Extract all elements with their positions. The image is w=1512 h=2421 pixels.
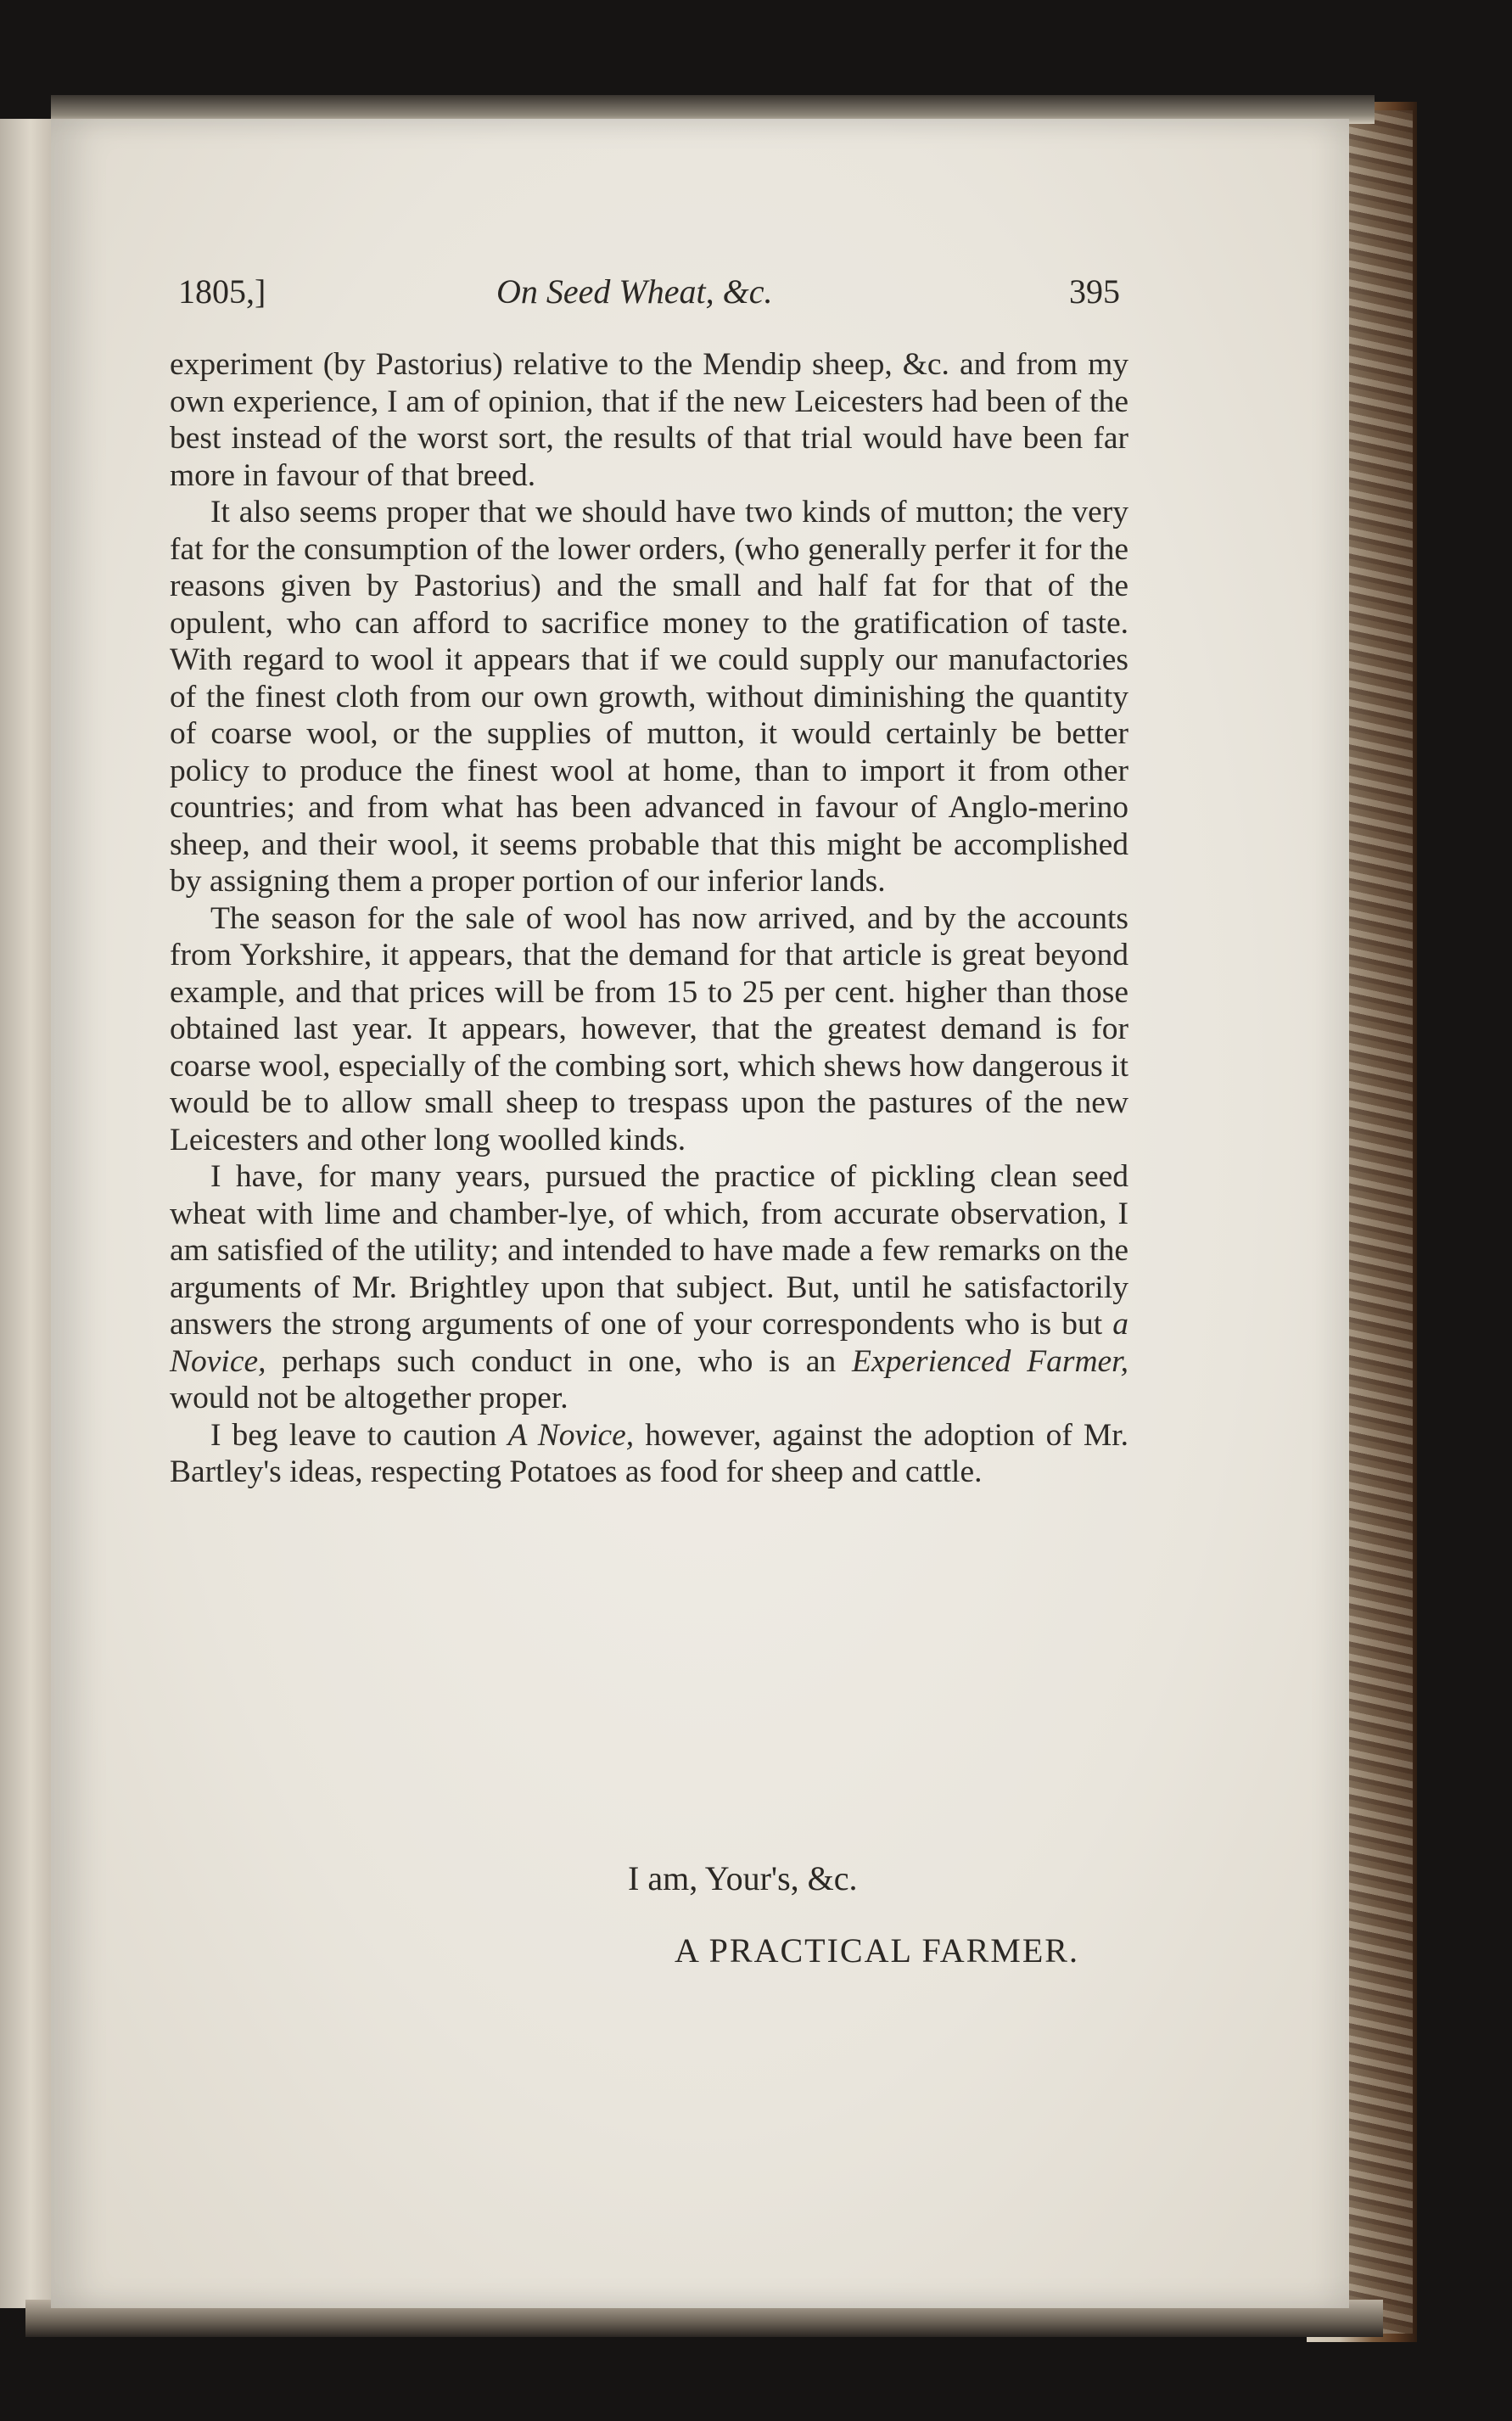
paragraph-4-part-2: perhaps such conduct in one, who is an [266, 1343, 853, 1379]
paragraph-4 [170, 1158, 1128, 1417]
novice-caution-reference: A Novice, [507, 1417, 635, 1453]
header-title: On Seed Wheat, &c. [496, 272, 773, 311]
header-year: 1805,] [178, 272, 266, 311]
paragraph-5-part-1: I beg leave to caution [210, 1417, 508, 1453]
signature: A PRACTICAL FARMER. [675, 1931, 1079, 1970]
page-number: 395 [1069, 272, 1120, 311]
paragraph-3: The season for the sale of wool has now arrived, and by the accounts from Yorkshire, it appears, that the demand for that article is great beyond example, and that prices will be from 15 to 25 per cent. higher than those obtained last year. It appears, however, that the greatest demand is for coarse wool, especially of the combing sort, which shews how dangerous it would be to allow small sheep to trespass upon the pastures of the new Leicesters and other long woolled kinds. [170, 900, 1128, 1157]
running-header [178, 272, 1120, 322]
novice-reference: a Novice, [170, 1307, 1128, 1379]
experienced-farmer-reference: Experienced Farmer, [852, 1343, 1128, 1379]
paragraph-4-part-1: I have, for many years, pursued the practice of pickling clean seed wheat with lime and chamber-lye, of which, from accurate observation, I am satisfied of the utility; and intended to have made a few remarks on the arguments of Mr. Brightley upon that subject. But, until he satisfactorily answers the strong arguments of one of your correspondents who is but [170, 1159, 1128, 1342]
article-body [170, 346, 1128, 1491]
paragraph-4-part-3: would not be altogether proper. [170, 1381, 568, 1415]
paragraph-5-part-2: however, against the adoption of Mr. Bartley's ideas, respecting Potatoes as food for sheep and cattle. [170, 1417, 1128, 1489]
marbled-endpaper [1349, 110, 1413, 2334]
left-page-edge [0, 119, 51, 2308]
salutation: I am, Your's, &c. [628, 1859, 858, 1897]
paragraph-2: It also seems proper that we should have two kinds of mutton; the very fat for the consumption of the lower orders, (who generally perfer it for the reasons given by Pastorius) and the small and half fat for that of the opulent, who can afford to sacrifice money to the gratification of taste. With regard to wool it appears that if we could supply our manufactories of the finest cloth from our own growth, without diminishing the quantity of coarse wool, or the supplies of mutton, it would certainly be better policy to produce the finest wool at home, than to import it from other countries; and from what has been advanced in favour of Anglo-merino sheep, and their wool, it seems probable that this might be accomplished by assigning them a proper portion of our inferior lands. [170, 495, 1128, 899]
paragraph-1: experiment (by Pastorius) relative to the Mendip sheep, &c. and from my own experience, I am of opinion, that if the new Leicesters had been of the best instead of the worst sort, the results of that trial would have been far more in favour of that breed. [170, 347, 1128, 493]
paragraph-5 [170, 1417, 1128, 1491]
